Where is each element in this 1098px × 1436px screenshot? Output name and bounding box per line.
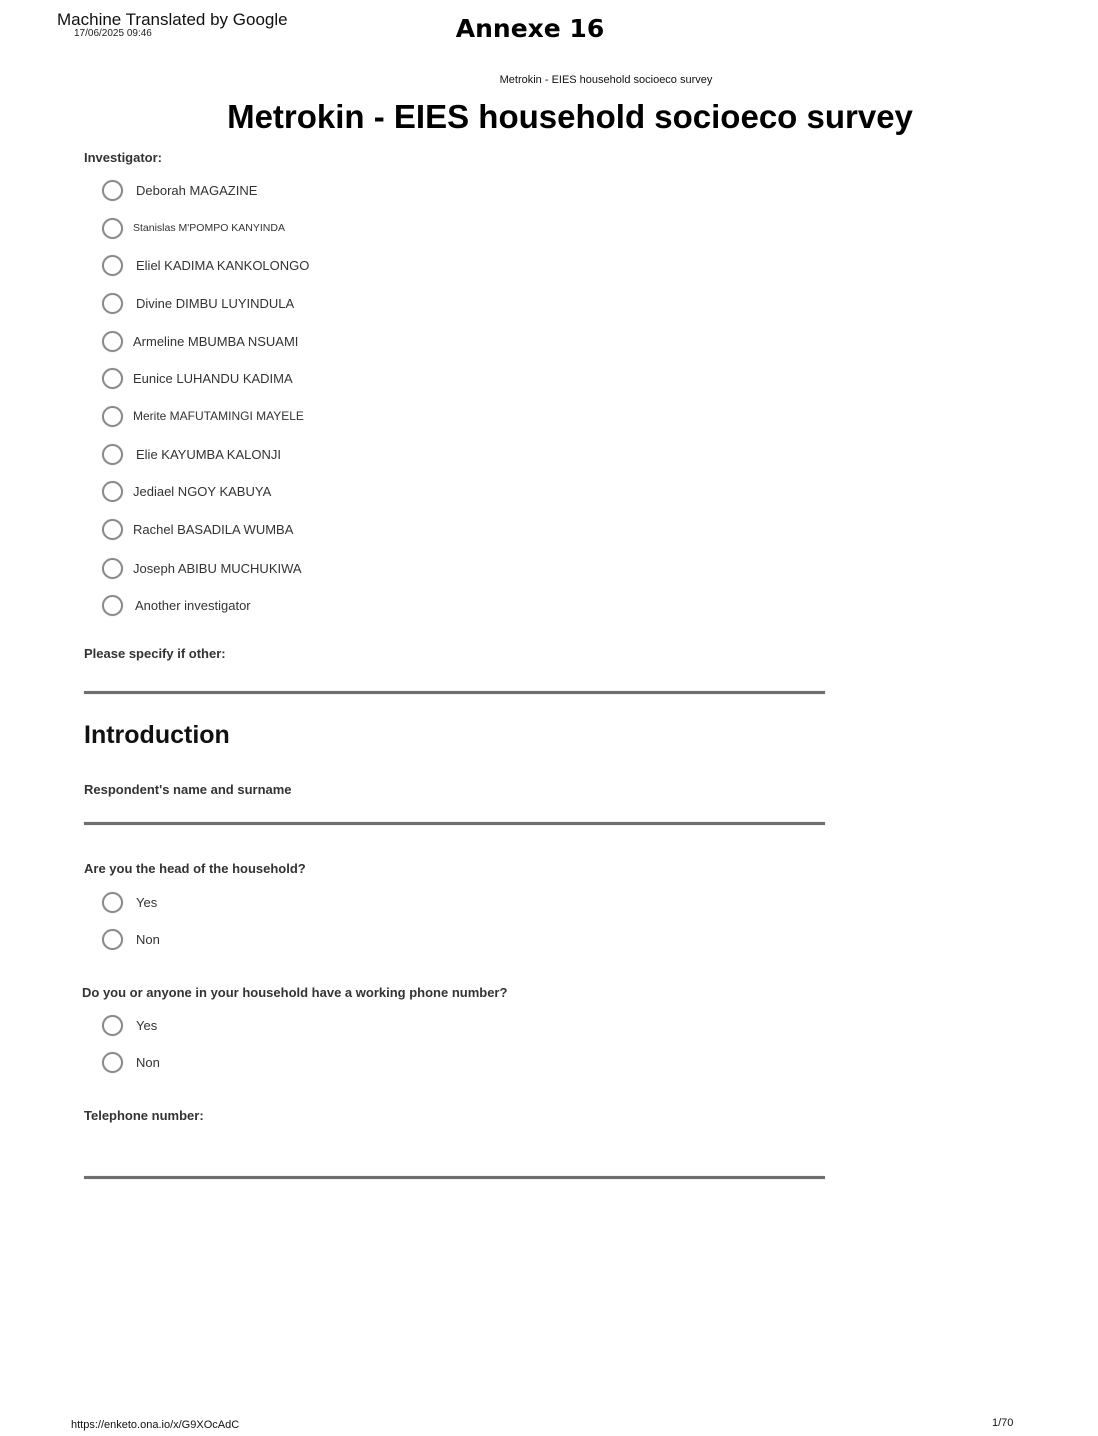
page-number: 1/70 — [992, 1417, 1014, 1429]
investigator-option[interactable] — [102, 441, 281, 467]
option-label: Another investigator — [135, 597, 251, 613]
investigator-option[interactable] — [102, 290, 294, 316]
radio-button[interactable] — [102, 892, 123, 913]
radio-button[interactable] — [102, 558, 123, 579]
option-label: Stanislas M'POMPO KANYINDA — [133, 222, 285, 234]
form-title: Metrokin - EIES household socioeco survey — [227, 98, 913, 135]
investigator-option[interactable] — [102, 215, 285, 241]
head-of-household-option-no[interactable] — [102, 926, 160, 952]
option-label: Non — [136, 1054, 160, 1070]
machine-translated-note: Machine Translated by Google — [57, 10, 288, 29]
respondent-name-label: Respondent's name and surname — [84, 782, 292, 797]
option-label: Merite MAFUTAMINGI MAYELE — [133, 409, 304, 423]
telephone-number-input[interactable] — [84, 1176, 825, 1179]
option-label: Yes — [136, 1017, 158, 1033]
radio-button[interactable] — [102, 1015, 123, 1036]
investigator-label: Investigator: — [84, 150, 163, 165]
section-title-introduction: Introduction — [84, 721, 230, 749]
option-label: Yes — [136, 894, 158, 910]
head-of-household-option-yes[interactable] — [102, 889, 157, 915]
head-of-household-label: Are you the head of the household? — [84, 861, 306, 876]
option-label: Non — [136, 931, 160, 947]
option-label: Divine DIMBU LUYINDULA — [136, 295, 295, 311]
investigator-option[interactable] — [102, 365, 293, 391]
investigator-option[interactable] — [102, 478, 271, 504]
investigator-option[interactable] — [102, 516, 293, 542]
option-label: Elie KAYUMBA KALONJI — [136, 446, 281, 462]
option-label: Deborah MAGAZINE — [136, 182, 258, 198]
radio-button[interactable] — [102, 331, 123, 352]
investigator-option[interactable] — [102, 328, 298, 354]
phone-available-label: Do you or anyone in your household have a working phone number? — [82, 985, 508, 1000]
radio-button[interactable] — [102, 519, 123, 540]
running-title: Metrokin - EIES household socioeco survey — [499, 74, 713, 86]
phone-available-option-yes[interactable] — [102, 1012, 157, 1038]
radio-button[interactable] — [102, 180, 123, 201]
option-label: Rachel BASADILA WUMBA — [133, 521, 294, 537]
phone-available-option-no[interactable] — [102, 1049, 160, 1075]
investigator-option[interactable] — [102, 403, 304, 429]
radio-button[interactable] — [102, 595, 123, 616]
print-timestamp: 17/06/2025 09:46 — [74, 28, 152, 39]
annexe-label: Annexe 16 — [455, 14, 605, 43]
radio-button[interactable] — [102, 406, 123, 427]
radio-button[interactable] — [102, 368, 123, 389]
telephone-number-label: Telephone number: — [84, 1108, 204, 1123]
investigator-option[interactable] — [102, 252, 309, 278]
radio-button[interactable] — [102, 444, 123, 465]
radio-button[interactable] — [102, 1052, 123, 1073]
footer-url: https://enketo.ona.io/x/G9XOcAdC — [71, 1419, 240, 1431]
investigator-option[interactable] — [102, 555, 302, 581]
option-label: Armeline MBUMBA NSUAMI — [133, 333, 299, 349]
option-label: Eliel KADIMA KANKOLONGO — [136, 257, 310, 273]
option-label: Eunice LUHANDU KADIMA — [133, 370, 293, 386]
investigator-option[interactable] — [102, 177, 257, 203]
radio-button[interactable] — [102, 293, 123, 314]
investigator-option[interactable] — [102, 592, 251, 618]
radio-button[interactable] — [102, 255, 123, 276]
option-label: Jediael NGOY KABUYA — [133, 483, 272, 499]
radio-button[interactable] — [102, 481, 123, 502]
respondent-name-input[interactable] — [84, 822, 825, 825]
radio-button[interactable] — [102, 218, 123, 239]
specify-other-input[interactable] — [84, 691, 825, 694]
option-label: Joseph ABIBU MUCHUKIWA — [133, 560, 302, 576]
specify-other-label: Please specify if other: — [84, 646, 226, 661]
radio-button[interactable] — [102, 929, 123, 950]
